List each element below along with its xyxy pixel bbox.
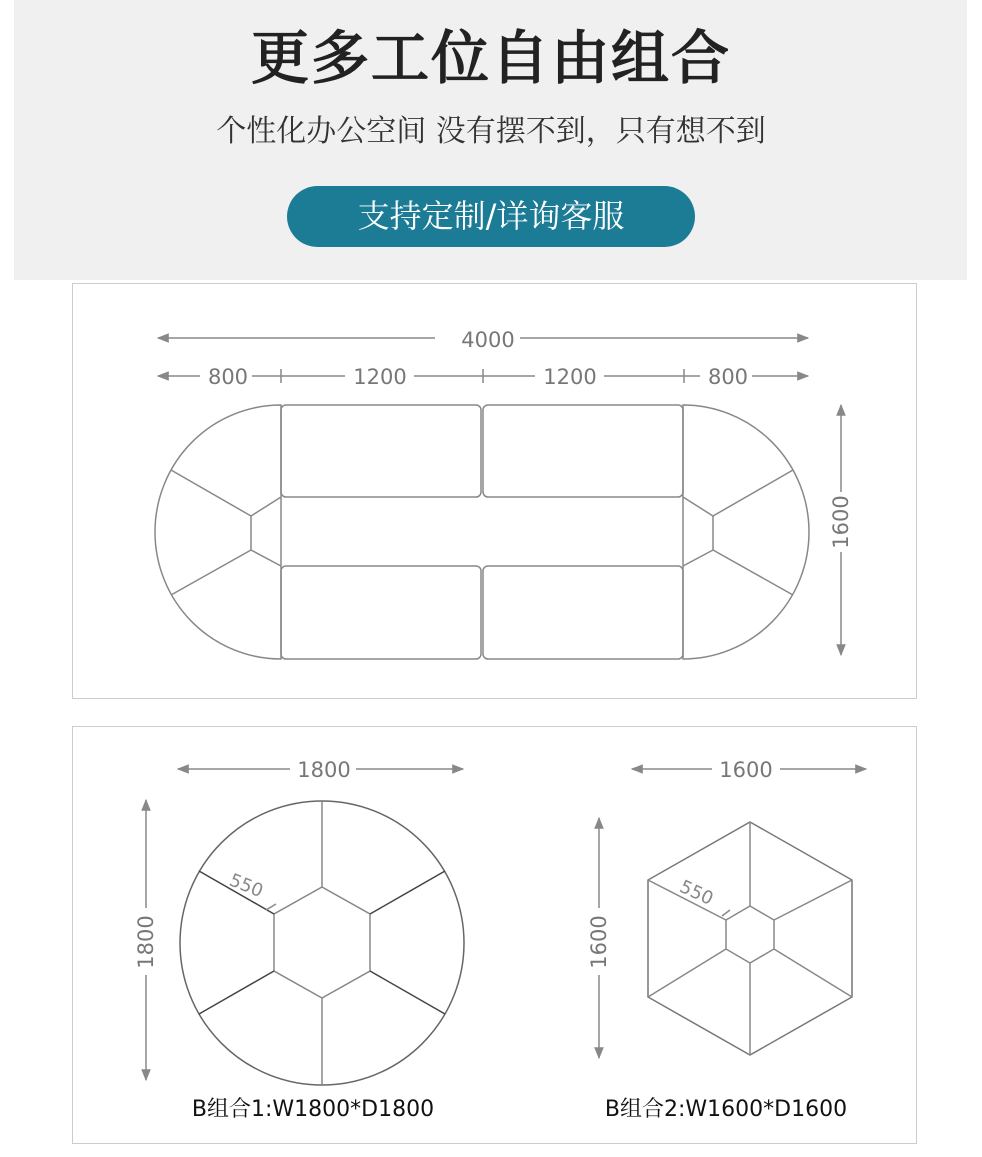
desk-bottom-right (483, 566, 683, 659)
dim-b2-depth-label: 1600 (587, 915, 611, 969)
dim-b1-width-label: 1800 (297, 758, 351, 782)
dim-a-seg-3: 1200 (543, 365, 597, 389)
b2-center-hex (726, 906, 774, 963)
dim-a-seg-1: 800 (207, 365, 249, 389)
dim-a-total-label: 4000 (461, 328, 515, 352)
dim-b1-inner-label: 550 (226, 869, 266, 903)
desk-top-right (483, 405, 683, 497)
desk-bottom-left (281, 566, 481, 659)
b1-caption: B组合1:W1800*D1800 (191, 1097, 435, 1122)
right-end (683, 405, 809, 659)
page-subtitle: 个性化办公空间 没有摆不到，只有想不到 (216, 114, 766, 149)
dim-a-seg-2: 1200 (353, 365, 407, 389)
diagram-b2 (599, 769, 866, 1058)
dim-b1-depth-label: 1800 (134, 915, 158, 969)
dim-b2-inner-label: 550 (676, 876, 717, 910)
dim-b2-width-label: 1600 (719, 758, 773, 782)
diagram-b1 (146, 769, 464, 1085)
customize-contact-button[interactable]: 支持定制/详询客服 (287, 186, 695, 247)
b2-caption: B组合2:W1600*D1600 (604, 1097, 848, 1122)
dim-a-seg-4: 800 (707, 365, 749, 389)
desk-top-left (281, 405, 481, 497)
b1-center-hex (274, 887, 370, 998)
left-end (155, 405, 281, 659)
dim-a-depth-label: 1600 (829, 495, 853, 549)
page-title: 更多工位自由组合 (250, 24, 731, 92)
